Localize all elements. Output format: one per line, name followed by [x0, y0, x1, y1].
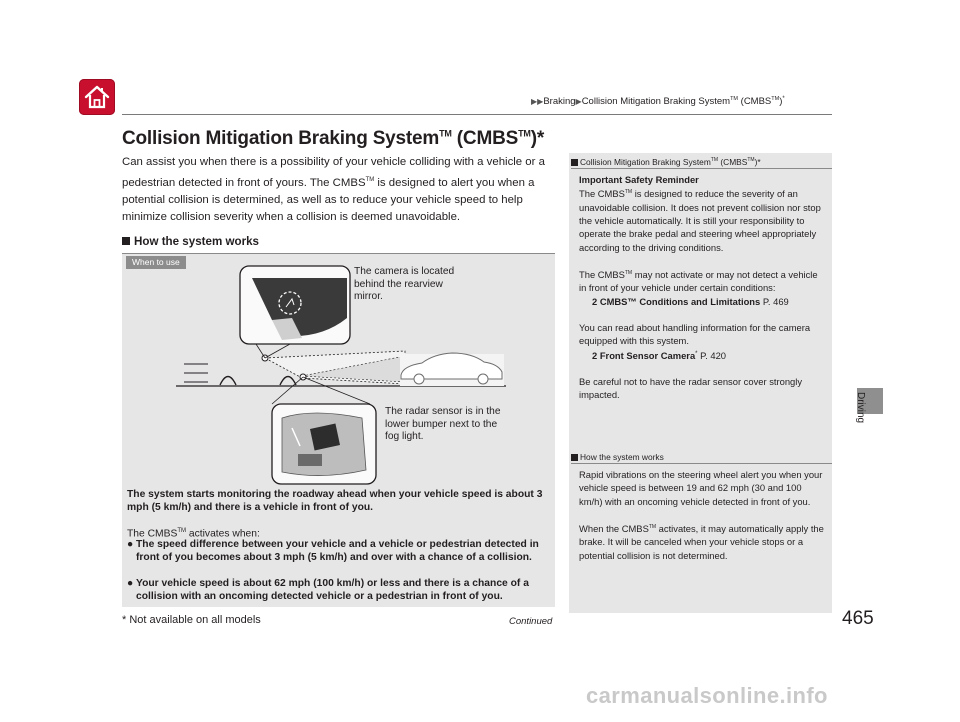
brake-text-a: When the CMBS: [579, 523, 649, 535]
square-bullet-icon: [122, 237, 130, 245]
page-title: [122, 128, 544, 150]
asterisk: *: [695, 350, 698, 357]
note-heading-text-c: )*: [754, 157, 761, 167]
note-heading-text: Collision Mitigation Braking System: [580, 157, 711, 167]
may-not-text-a: The CMBS: [579, 269, 625, 281]
note-heading-text: How the system works: [580, 452, 664, 462]
breadcrumb-cmbs-b: (CMBS: [738, 96, 772, 108]
safety-title: Important Safety Reminder: [579, 174, 699, 185]
header-rule: [122, 114, 832, 115]
monitoring-text: The system starts monitoring the roadway ahead when your vehicle speed is about 3 mph (5 km/h) and there is a vehicle in front of you.: [127, 489, 543, 513]
xref-conditions-link[interactable]: [579, 295, 827, 308]
xref-label: CMBS™ Conditions and Limitations: [599, 295, 761, 307]
tm-mark: TM: [648, 523, 657, 530]
note-body-how: [579, 468, 827, 562]
list-item: [127, 578, 552, 603]
radar-label: The radar sensor is in the lower bumper next to the fog light.: [385, 406, 501, 442]
tm-mark: TM: [730, 96, 739, 102]
title-text-c: )*: [530, 128, 545, 149]
may-not-text-b: may not activate or may not detect a vehicle in front of your vehicle under certain conditions:: [579, 269, 818, 294]
careful-paragraph: Be careful not to have the radar sensor cover strongly impacted.: [579, 375, 803, 401]
breadcrumb-arrow-icon: ▶▶: [531, 97, 544, 107]
breadcrumb-braking[interactable]: Braking: [543, 96, 576, 108]
asterisk: *: [782, 96, 785, 102]
note-body-cmbs: [579, 173, 827, 402]
safety-paragraph: [579, 186, 827, 254]
camera-label: The camera is located behind the rearview mirror.: [354, 266, 455, 302]
watermark: carmanualsonline.info: [586, 683, 828, 708]
section-heading: [122, 235, 259, 248]
brake-paragraph: [579, 521, 827, 562]
list-item: [127, 539, 552, 564]
tm-mark: TM: [177, 528, 187, 534]
xref-page: P. 469: [760, 295, 789, 307]
breadcrumb-arrow-icon: ▶: [575, 97, 582, 107]
intro-paragraph: [122, 154, 557, 227]
tm-mark: TM: [710, 157, 719, 164]
title-text: Collision Mitigation Braking System: [122, 128, 440, 149]
tm-mark: TM: [439, 128, 452, 139]
breadcrumb: [531, 96, 785, 107]
cmbs-diagram: [122, 258, 555, 490]
bullet-icon: ●: [127, 539, 134, 550]
note-heading-cmbs: [571, 157, 761, 167]
footnote: * Not available on all models: [122, 614, 261, 626]
activates-text-a: The CMBS: [127, 528, 178, 540]
safety-text-b: is designed to reduce the severity of an unavoidable collision. It does not prevent collision nor stop the vehicle automatically. It is still your responsibility to operate the brake pedal and steering wheel appropriately according to the driving conditions.: [579, 188, 821, 253]
may-not-paragraph: [579, 267, 827, 295]
note-rule: [571, 463, 832, 464]
when-to-use-tab: When to use: [126, 256, 186, 269]
bullet-text: The speed difference between your vehicle and a vehicle or pedestrian detected in front of you becomes about 3 mph (5 km/h) and over with a chance of a collision.: [136, 539, 539, 563]
section-heading-text: How the system works: [134, 235, 259, 248]
page-number: 465: [842, 608, 874, 629]
tm-mark: TM: [747, 157, 755, 164]
tm-mark: TM: [624, 269, 633, 276]
xref-page: P. 420: [697, 349, 727, 361]
intro-text-a: Can assist you when there is a possibility of your vehicle colliding with a vehicle or a pedestrian detected in front of yours. The CMBS: [122, 156, 545, 189]
note-icon: [571, 454, 578, 461]
bullet-text: Your vehicle speed is about 62 mph (100 km/h) or less and there is a chance of a collision with an oncoming detected vehicle or a pedestrian in front of you.: [136, 578, 529, 602]
tm-mark: TM: [518, 128, 531, 139]
tm-mark: TM: [624, 189, 633, 196]
breadcrumb-cmbs[interactable]: Collision Mitigation Braking System: [581, 96, 731, 108]
vibration-paragraph: Rapid vibrations on the steering wheel alert you when your vehicle speed is between 19 and 62 mph (30 and 100 km/h) with an oncoming vehicle detected in front of you.: [579, 469, 823, 507]
note-icon: [571, 159, 578, 166]
continued-label: Continued: [509, 616, 553, 627]
home-icon: [79, 79, 115, 115]
brake-text-b: activates, it may automatically apply the brake. It will be canceled when your vehicle stops or a potential collision is not determined.: [579, 523, 824, 561]
home-button[interactable]: [79, 79, 115, 115]
note-rule: [571, 168, 832, 169]
xref-arrow-icon: 2: [592, 349, 598, 361]
tm-mark: TM: [771, 96, 780, 102]
title-text-b: (CMBS: [451, 128, 519, 149]
handling-paragraph: You can read about handling information for the camera equipped with this system.: [579, 321, 811, 347]
breadcrumb-cmbs-c: ): [779, 96, 783, 108]
tm-mark: TM: [365, 176, 375, 183]
activates-text-b: activates when:: [186, 528, 260, 540]
bullet-icon: ●: [127, 578, 134, 589]
note-heading-text-b: (CMBS: [718, 157, 748, 167]
chapter-label: Driving: [855, 392, 866, 424]
xref-front-sensor-link[interactable]: [579, 348, 827, 362]
note-heading-how: [571, 452, 664, 462]
intro-text-b: is designed to alert you when a potential collision is determined, as well as to reduce your vehicle speed to help minimize collision severity when a collision is deemed unavoidable.: [122, 176, 535, 224]
xref-label: Front Sensor Camera: [599, 349, 696, 361]
xref-arrow-icon: 2: [592, 295, 598, 307]
safety-text-a: The CMBS: [579, 188, 625, 200]
